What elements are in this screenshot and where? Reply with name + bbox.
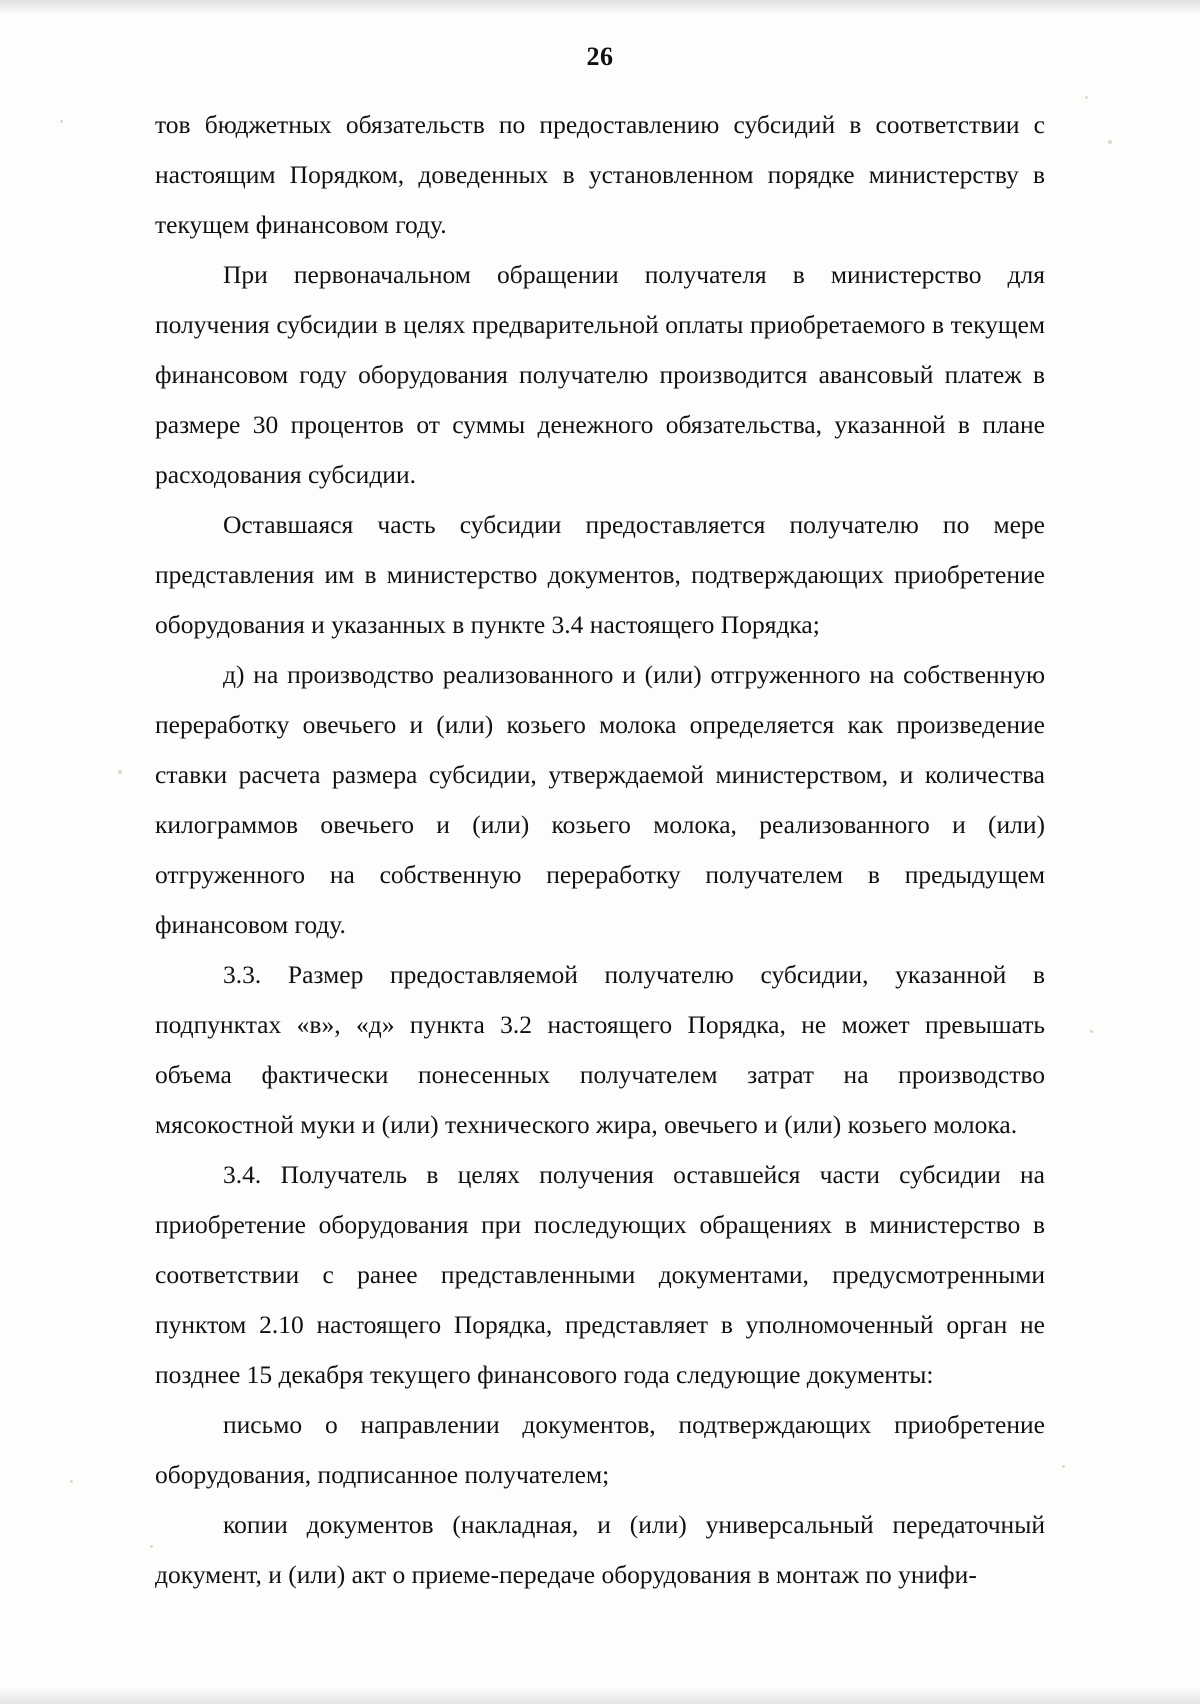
paragraph-document-copies: копии документов (накладная, и (или) универсальный передаточный документ, и (или) акт о приеме-передаче оборудования в монтаж по унифи- xyxy=(155,1510,1045,1589)
paragraph-clause-3-3: 3.3. Размер предоставляемой получателю субсидии, указанной в подпунктах «в», «д» пункта 3.2 настоящего Порядка, не может превышать объема фактически понесенных получателем затрат на производство мясокостной муки и (или) технического жира, овечьего и (или) козьего молока. xyxy=(155,960,1045,1139)
scan-speck xyxy=(1062,1465,1065,1468)
paragraph-item-d: д) на производство реализованного и (или) отгруженного на собственную переработку овечьего и (или) козьего молока определяется как произведение ставки расчета размера субсидии, утверждаемой министерством, и количества килограммов овечьего и (или) козьего молока, реализованного и (или) отгруженного на собственную переработку получателем в предыдущем финансовом году. xyxy=(155,660,1045,939)
paragraph-continuation: тов бюджетных обязательств по предоставлению субсидий в соответствии с настоящим Порядком, доведенных в установленном порядке министерству в текущем финансовом году. xyxy=(155,110,1045,239)
scan-edge-top xyxy=(0,0,1200,14)
scan-speck xyxy=(1108,140,1112,144)
paragraph-clause-3-4: 3.4. Получатель в целях получения оставшейся части субсидии на приобретение оборудования при последующих обращениях в министерство в соответствии с ранее представленными документами, предусмотренными пунктом 2.10 настоящего Порядка, представляет в уполномоченный орган не позднее 15 декабря текущего финансового года следующие документы: xyxy=(155,1160,1045,1389)
paragraph-first-application: При первоначальном обращении получателя в министерство для получения субсидии в целях предварительной оплаты приобретаемого в текущем финансовом году оборудования получателю производится авансовый платеж в размере 30 процентов от суммы денежного обязательства, указанной в плане расходования субсидии. xyxy=(155,260,1045,489)
paragraph-remaining-part: Оставшаяся часть субсидии предоставляется получателю по мере представления им в министерство документов, подтверждающих приобретение оборудования и указанных в пункте 3.4 настоящего Порядка; xyxy=(155,510,1045,639)
document-body xyxy=(155,100,1045,1600)
scan-speck xyxy=(60,120,63,123)
page-number: 26 xyxy=(586,42,614,71)
scan-speck xyxy=(1085,96,1088,99)
scan-speck xyxy=(1090,1030,1093,1033)
scan-speck xyxy=(150,1545,153,1548)
scan-edge-bottom xyxy=(0,1688,1200,1704)
scan-speck xyxy=(118,770,122,774)
scan-speck xyxy=(70,1480,73,1483)
paragraph-document-letter: письмо о направлении документов, подтверждающих приобретение оборудования, подписанное получателем; xyxy=(155,1410,1045,1489)
